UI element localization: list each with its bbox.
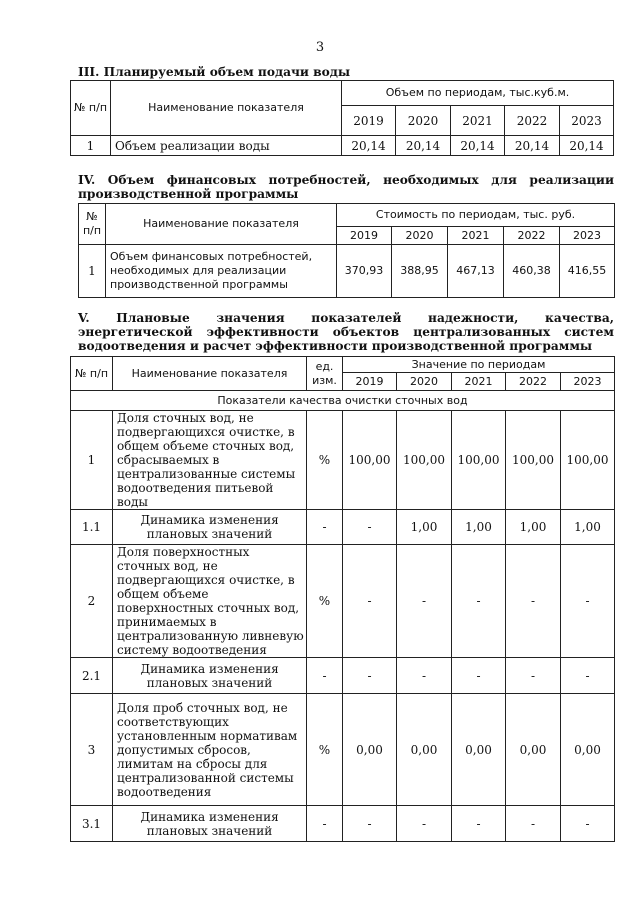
row-value: 100,00 — [452, 411, 506, 510]
row-value: - — [452, 658, 506, 694]
row-value: 370,93 — [337, 245, 392, 298]
row-value: 416,55 — [560, 245, 615, 298]
row-unit: - — [307, 806, 343, 842]
row-value: 467,13 — [448, 245, 504, 298]
year-header: 2022 — [505, 106, 560, 136]
row-value: 20,14 — [396, 136, 451, 156]
col-periods-header: Стоимость по периодам, тыс. руб. — [337, 204, 615, 227]
section-4-title: IV. Объем финансовых потребностей, необходимых для реализации производственной программы — [78, 173, 614, 201]
year-header: 2021 — [451, 106, 505, 136]
col-name-header: Наименование показателя — [111, 81, 342, 136]
row-unit: % — [307, 694, 343, 806]
row-name: Доля сточных вод, не подвергающихся очистке, в общем объеме сточных вод, сбрасываемых в централизованные системы водоотведения питьевой воды — [113, 411, 307, 510]
row-value: - — [343, 510, 397, 545]
year-header: 2023 — [561, 373, 615, 391]
year-header: 2019 — [343, 373, 397, 391]
row-value: 100,00 — [397, 411, 452, 510]
row-name: Объем реализации воды — [111, 136, 342, 156]
row-unit: - — [307, 510, 343, 545]
row-num: 1 — [71, 411, 113, 510]
row-value: 100,00 — [506, 411, 561, 510]
table-row — [71, 510, 615, 545]
row-value: - — [343, 545, 397, 658]
section-3-table — [70, 80, 614, 156]
row-num: 3.1 — [71, 806, 113, 842]
table-row — [71, 411, 615, 510]
row-value: 20,14 — [342, 136, 396, 156]
section-3-title: III. Планируемый объем подачи воды — [78, 65, 351, 79]
table-row — [71, 545, 615, 658]
row-unit: % — [307, 411, 343, 510]
year-header: 2022 — [506, 373, 561, 391]
col-name-header: Наименование показателя — [113, 357, 307, 391]
year-header: 2019 — [337, 227, 392, 245]
table-row — [79, 245, 615, 298]
col-unit-header: ед. изм. — [307, 357, 343, 391]
row-value: 1,00 — [561, 510, 615, 545]
row-name: Динамика изменения плановых значений — [113, 806, 307, 842]
row-name: Доля поверхностных сточных вод, не подвергающихся очистке, в общем объеме поверхностных сточных вод, принимаемых в централизованную ливневую систему водоотведения — [113, 545, 307, 658]
row-value: 100,00 — [343, 411, 397, 510]
row-value: 20,14 — [505, 136, 560, 156]
row-name: Объем финансовых потребностей, необходимых для реализации производственной программы — [106, 245, 337, 298]
section-4-table — [78, 203, 615, 298]
col-num-header: № п/п — [71, 357, 113, 391]
row-value: 0,00 — [343, 694, 397, 806]
year-header: 2022 — [504, 227, 560, 245]
row-value: 1,00 — [506, 510, 561, 545]
row-value: 20,14 — [451, 136, 505, 156]
col-name-header: Наименование показателя — [106, 204, 337, 245]
row-value: 0,00 — [397, 694, 452, 806]
row-value: - — [506, 658, 561, 694]
row-value: - — [452, 545, 506, 658]
row-value: 100,00 — [561, 411, 615, 510]
row-num: 1 — [71, 136, 111, 156]
row-value: - — [506, 545, 561, 658]
row-name: Динамика изменения плановых значений — [113, 658, 307, 694]
col-num-header: № п/п — [79, 204, 106, 245]
group-header: Показатели качества очистки сточных вод — [71, 391, 615, 411]
table-row — [71, 694, 615, 806]
row-value: - — [452, 806, 506, 842]
row-value: 0,00 — [506, 694, 561, 806]
row-value: - — [343, 806, 397, 842]
row-value: 20,14 — [560, 136, 614, 156]
row-value: - — [397, 806, 452, 842]
row-value: - — [561, 806, 615, 842]
table-row — [71, 136, 614, 156]
row-value: - — [397, 658, 452, 694]
row-value: 460,38 — [504, 245, 560, 298]
row-name: Доля проб сточных вод, не соответствующих установленным нормативам допустимых сбросов, лимитам на сбросы для централизованной системы водоотведения — [113, 694, 307, 806]
row-unit: % — [307, 545, 343, 658]
col-periods-header: Объем по периодам, тыс.куб.м. — [342, 81, 614, 106]
col-periods-header: Значение по периодам — [343, 357, 615, 373]
year-header: 2020 — [397, 373, 452, 391]
row-value: 0,00 — [452, 694, 506, 806]
row-num: 2 — [71, 545, 113, 658]
row-value: - — [397, 545, 452, 658]
row-value: 0,00 — [561, 694, 615, 806]
row-num: 3 — [71, 694, 113, 806]
year-header: 2021 — [452, 373, 506, 391]
row-value: 1,00 — [452, 510, 506, 545]
row-num: 1 — [79, 245, 106, 298]
page-number: 3 — [315, 40, 325, 55]
row-num: 2.1 — [71, 658, 113, 694]
table-row — [71, 658, 615, 694]
row-value: - — [506, 806, 561, 842]
row-value: - — [561, 545, 615, 658]
row-num: 1.1 — [71, 510, 113, 545]
year-header: 2023 — [560, 106, 614, 136]
row-unit: - — [307, 658, 343, 694]
row-value: 1,00 — [397, 510, 452, 545]
row-name: Динамика изменения плановых значений — [113, 510, 307, 545]
table-row — [71, 806, 615, 842]
year-header: 2023 — [560, 227, 615, 245]
section-5-title: V. Плановые значения показателей надежности, качества, энергетической эффективности объектов централизованных систем водоотведения и расчет эффективности производственной программы — [78, 311, 614, 353]
section-5-table — [70, 356, 615, 842]
row-value: 388,95 — [392, 245, 448, 298]
year-header: 2020 — [396, 106, 451, 136]
row-value: - — [343, 658, 397, 694]
year-header: 2020 — [392, 227, 448, 245]
year-header: 2021 — [448, 227, 504, 245]
col-num-header: № п/п — [71, 81, 111, 136]
year-header: 2019 — [342, 106, 396, 136]
row-value: - — [561, 658, 615, 694]
